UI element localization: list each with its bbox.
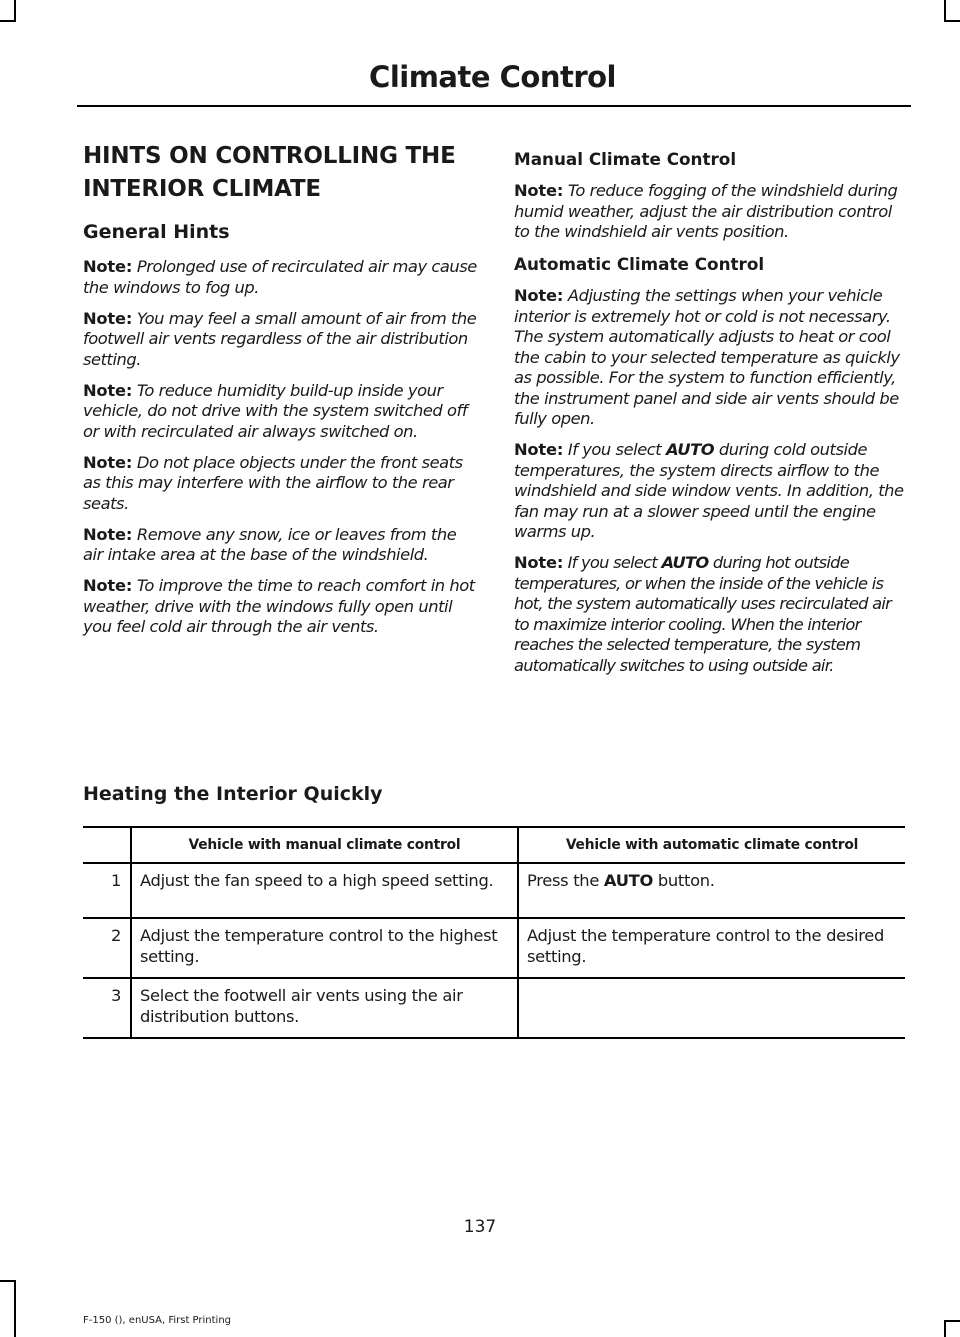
table-header-automatic: Vehicle with automatic climate control — [518, 827, 905, 863]
main-heading — [83, 140, 478, 206]
note-paragraph — [83, 525, 478, 566]
page-number: 137 — [463, 1217, 497, 1237]
note-paragraph — [83, 257, 478, 298]
left-column — [83, 140, 478, 648]
auto-keyword: AUTO — [665, 440, 715, 459]
note-text: If you select — [563, 553, 662, 572]
auto-keyword: AUTO — [661, 553, 709, 572]
note-text: To reduce fogging of the windshield during humid weather, adjust the air distribution control to the windshield air vents position. — [514, 181, 898, 241]
note-paragraph — [83, 381, 478, 443]
note-label: Note: — [514, 181, 564, 200]
note-paragraph — [83, 453, 478, 515]
note-text: To reduce humidity build-up inside your vehicle, do not drive with the system switched off or with recirculated air always switched on. — [83, 380, 468, 441]
header-divider — [77, 105, 911, 107]
right-column — [514, 148, 909, 687]
note-label: Note: — [83, 452, 133, 472]
note-label: Note: — [83, 524, 133, 544]
note-text: during cold outside temperatures, the system directs airflow to the windshield and side window vents. In addition, the fan may run at a slower speed until the engine warms up. — [514, 440, 904, 541]
note-text: You may feel a small amount of air from the footwell air vents regardless of the air distribution setting. — [83, 308, 477, 369]
note-label: Note: — [83, 576, 133, 595]
heating-section-title: Heating the Interior Quickly — [83, 783, 383, 805]
table-header-manual: Vehicle with manual climate control — [131, 827, 518, 863]
automatic-climate-heading: Automatic Climate Control — [514, 254, 765, 274]
crop-mark — [944, 0, 946, 22]
footer-text: F-150 (), enUSA, First Printing — [83, 1315, 232, 1326]
cell-text: button. — [653, 871, 715, 890]
manual-climate-heading: Manual Climate Control — [514, 149, 737, 169]
note-text: If you select — [563, 440, 666, 459]
crop-mark — [944, 20, 960, 22]
main-heading-line2: INTERIOR CLIMATE — [83, 176, 321, 202]
step-number: 2 — [83, 918, 131, 978]
page-header-title: Climate Control — [369, 60, 616, 94]
note-text: To improve the time to reach comfort in hot weather, drive with the windows fully open until you feel cold air through the air vents. — [83, 576, 475, 636]
general-hints-heading: General Hints — [83, 221, 230, 243]
note-paragraph — [514, 181, 909, 243]
crop-mark — [944, 1320, 960, 1322]
note-text: Prolonged use of recirculated air may cause the windows to fog up. — [83, 257, 477, 297]
manual-step-cell: Select the footwell air vents using the air distribution buttons. — [131, 978, 518, 1038]
step-number: 1 — [83, 863, 131, 918]
automatic-step-cell — [518, 863, 905, 918]
manual-step-cell: Adjust the temperature control to the highest setting. — [131, 918, 518, 978]
note-label: Note: — [514, 553, 564, 572]
crop-mark — [14, 1280, 16, 1337]
note-text: Adjusting the settings when your vehicle interior is extremely hot or cold is not necessary. The system automatically adjusts to heat or cool the cabin to your selected temperature as quickly as possible. For the system to function efficiently, the instrument panel and side air vents should be fully open. — [514, 286, 900, 428]
note-label: Note: — [83, 257, 133, 276]
note-paragraph — [514, 440, 909, 543]
crop-mark — [14, 0, 16, 22]
note-label: Note: — [83, 308, 133, 328]
note-text: during hot outside temperatures, or when the inside of the vehicle is hot, the system automatically uses recirculated air to maximize interior cooling. When the interior reaches the selected temperature, the system automatically switches to using outside air. — [514, 553, 892, 675]
main-heading-line1: HINTS ON CONTROLLING THE — [83, 143, 456, 169]
table-header-row — [83, 827, 905, 863]
manual-step-cell: Adjust the fan speed to a high speed setting. — [131, 863, 518, 918]
crop-mark — [944, 1320, 946, 1337]
heating-steps-table — [83, 826, 905, 1039]
automatic-step-cell — [518, 978, 905, 1038]
note-label: Note: — [83, 380, 133, 400]
table-row — [83, 918, 905, 978]
table-row — [83, 863, 905, 918]
note-label: Note: — [514, 440, 564, 459]
note-paragraph — [514, 553, 909, 676]
crop-mark — [0, 1280, 16, 1282]
note-label: Note: — [514, 286, 564, 305]
cell-text: Press the — [527, 871, 604, 890]
auto-keyword: AUTO — [603, 871, 653, 890]
note-text: Do not place objects under the front seats as this may interfere with the airflow to the rear seats. — [83, 452, 463, 513]
note-paragraph — [514, 286, 909, 430]
note-text: Remove any snow, ice or leaves from the air intake area at the base of the windshield. — [83, 524, 457, 564]
table-row — [83, 978, 905, 1038]
step-number: 3 — [83, 978, 131, 1038]
automatic-step-cell: Adjust the temperature control to the desired setting. — [518, 918, 905, 978]
note-paragraph — [83, 309, 478, 371]
crop-mark — [0, 20, 16, 22]
table-header-number — [83, 827, 131, 863]
note-paragraph — [83, 576, 478, 638]
